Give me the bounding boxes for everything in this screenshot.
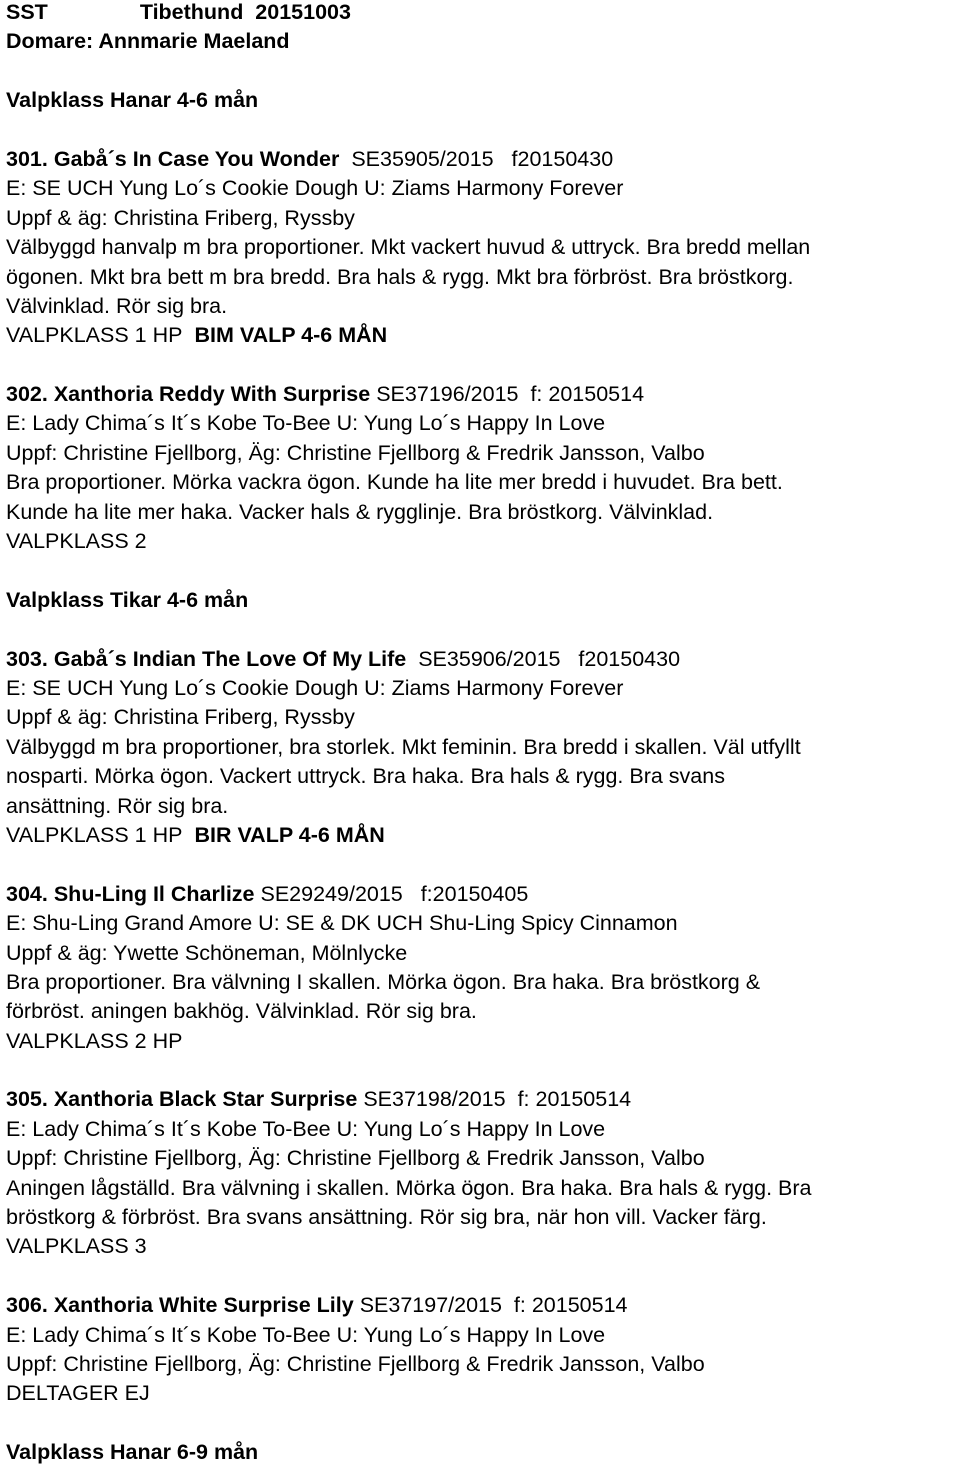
reg-number: SE37198/2015 (363, 1087, 506, 1112)
birth-date: f: 20150514 (517, 1087, 632, 1112)
entry-number: 304. (6, 881, 48, 906)
critique-line: Aningen lågställd. Bra välvning i skallen. Mörka ögon. Bra haka. Bra hals & rygg. Bra (6, 1175, 812, 1200)
dog-name: Xanthoria Black Star Surprise (53, 1087, 358, 1112)
breed-name: Tibethund (139, 0, 244, 24)
dog-entry (6, 880, 956, 1056)
result: VALPKLASS 2 (6, 529, 147, 554)
entry-number: 306. (6, 1293, 48, 1318)
critique-line: nosparti. Mörka ögon. Vackert uttryck. Bra haka. Bra hals & rygg. Bra svans (6, 764, 725, 789)
reg-number: SE35906/2015 (418, 646, 561, 671)
owner: Uppf & äg: Christina Friberg, Ryssby (6, 205, 355, 230)
result-line (6, 821, 956, 850)
entry-title (6, 1085, 956, 1114)
dog-name: Gabå´s Indian The Love Of My Life (53, 646, 407, 671)
entry-title (6, 645, 956, 674)
critique-line: förbröst. aningen bakhög. Välvinklad. Rör sig bra. (6, 999, 477, 1024)
critique-line: Välbyggd hanvalp m bra proportioner. Mkt vackert huvud & uttryck. Bra bredd mellan (6, 235, 811, 260)
entry-number: 301. (6, 146, 48, 171)
reg-number: SE29249/2015 (260, 881, 403, 906)
birth-date: f20150430 (578, 646, 681, 671)
class-heading: Valpklass Hanar 4-6 mån (6, 88, 259, 113)
result: DELTAGER EJ (6, 1381, 150, 1406)
result: VALPKLASS 1 HP (6, 323, 183, 348)
entry-number: 303. (6, 646, 48, 671)
class-heading: Valpklass Hanar 6-9 mån (6, 1440, 259, 1465)
result: VALPKLASS 1 HP (6, 822, 183, 847)
dog-entry (6, 1085, 956, 1261)
dog-name: Shu-Ling Il Charlize (53, 881, 255, 906)
critique-line: ögonen. Mkt bra bett m bra bredd. Bra hals & rygg. Mkt bra förbröst. Bra bröstkorg. (6, 264, 794, 289)
show-date: 20151003 (255, 0, 351, 24)
award: BIR VALP 4-6 MÅN (194, 822, 385, 847)
birth-date: f: 20150514 (513, 1293, 628, 1318)
parents: E: Shu-Ling Grand Amore U: SE & DK UCH Shu-Ling Spicy Cinnamon (6, 911, 678, 936)
birth-date: f:20150405 (420, 881, 529, 906)
birth-date: f: 20150514 (530, 382, 645, 407)
parents: E: Lady Chima´s It´s Kobe To-Bee U: Yung Lo´s Happy In Love (6, 411, 606, 436)
dog-entry (6, 645, 956, 851)
critique-line: Bra proportioner. Mörka vackra ögon. Kunde ha lite mer bredd i huvudet. Bra bett. (6, 470, 783, 495)
header-line (6, 0, 956, 27)
parents: E: Lady Chima´s It´s Kobe To-Bee U: Yung Lo´s Happy In Love (6, 1322, 606, 1347)
result-line (6, 1232, 956, 1261)
entry-title (6, 380, 956, 409)
reg-number: SE37196/2015 (376, 382, 519, 407)
result-line (6, 321, 956, 350)
dog-entry (6, 145, 956, 351)
judge-name: Domare: Annmarie Maeland (6, 29, 290, 54)
reg-number: SE37197/2015 (359, 1293, 502, 1318)
entry-number: 302. (6, 382, 48, 407)
dog-name: Xanthoria Reddy With Surprise (53, 382, 371, 407)
parents: E: SE UCH Yung Lo´s Cookie Dough U: Ziams Harmony Forever (6, 176, 624, 201)
critique-line: ansättning. Rör sig bra. (6, 793, 229, 818)
critique-line: Bra proportioner. Bra välvning I skallen. Mörka ögon. Bra haka. Bra bröstkorg & (6, 969, 761, 994)
dog-entry (6, 1291, 956, 1409)
dog-name: Xanthoria White Surprise Lily (53, 1293, 354, 1318)
reg-number: SE35905/2015 (351, 146, 494, 171)
result: VALPKLASS 2 HP (6, 1028, 183, 1053)
dog-entry (6, 380, 956, 556)
critique-line: Välvinklad. Rör sig bra. (6, 293, 228, 318)
club-name: SST (6, 0, 48, 24)
critique-line: Kunde ha lite mer haka. Vacker hals & rygglinje. Bra bröstkorg. Välvinklad. (6, 499, 714, 524)
result-line (6, 1379, 956, 1408)
critique-line: bröstkorg & förbröst. Bra svans ansättning. Rör sig bra, när hon vill. Vacker färg. (6, 1205, 767, 1230)
parents: E: SE UCH Yung Lo´s Cookie Dough U: Ziams Harmony Forever (6, 675, 624, 700)
owner: Uppf: Christine Fjellborg, Äg: Christine Fjellborg & Fredrik Jansson, Valbo (6, 1351, 705, 1376)
entry-number: 305. (6, 1087, 48, 1112)
award: BIM VALP 4-6 MÅN (194, 323, 388, 348)
owner: Uppf: Christine Fjellborg, Äg: Christine Fjellborg & Fredrik Jansson, Valbo (6, 440, 705, 465)
birth-date: f20150430 (511, 146, 614, 171)
judge-line (6, 27, 956, 56)
document (6, 0, 956, 1468)
critique-line: Välbyggd m bra proportioner, bra storlek. Mkt feminin. Bra bredd i skallen. Väl utfyllt (6, 734, 801, 759)
class-heading: Valpklass Tikar 4-6 mån (6, 587, 249, 612)
owner: Uppf & äg: Christina Friberg, Ryssby (6, 705, 355, 730)
entry-title (6, 1291, 956, 1320)
owner: Uppf & äg: Ywette Schöneman, Mölnlycke (6, 940, 408, 965)
owner: Uppf: Christine Fjellborg, Äg: Christine Fjellborg & Fredrik Jansson, Valbo (6, 1146, 705, 1171)
result: VALPKLASS 3 (6, 1234, 147, 1259)
result-line (6, 1027, 956, 1056)
result-line (6, 527, 956, 556)
entry-title (6, 880, 956, 909)
entry-title (6, 145, 956, 174)
dog-name: Gabå´s In Case You Wonder (53, 146, 340, 171)
parents: E: Lady Chima´s It´s Kobe To-Bee U: Yung Lo´s Happy In Love (6, 1116, 606, 1141)
